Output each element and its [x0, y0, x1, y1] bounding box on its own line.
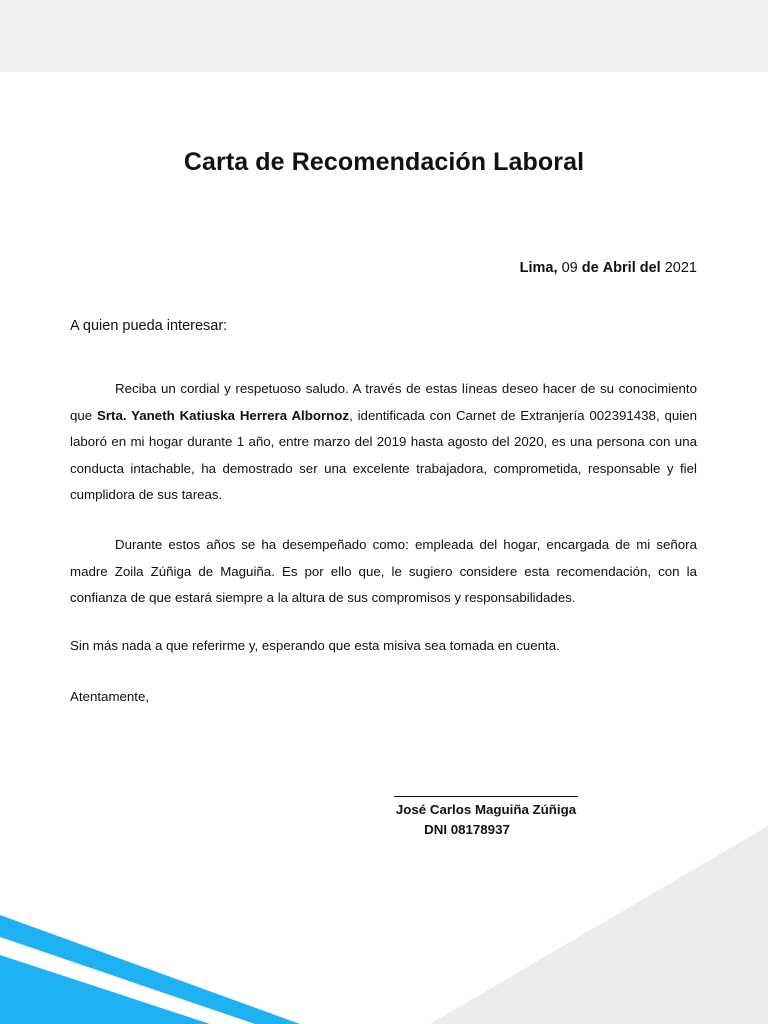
salutation: A quien pueda interesar:	[70, 318, 228, 334]
employee-name: Srta. Yaneth Katiuska Herrera Albornoz	[97, 407, 350, 423]
date-de: de	[581, 260, 599, 276]
letter-title: Carta de Recomendación Laboral	[183, 148, 585, 176]
date-year: 2021	[664, 260, 697, 276]
paragraph-duties-text: Durante estos años se ha desempeñado como: empleada del hogar, encargada de mi señora madre Zoila Zúñiga de Maguiña. Es por ello que, le sugiero considere esta recomendación, con la confianza de que estará siempre a la altura de sus compromisos y responsabilidades.	[70, 537, 697, 605]
letter-date	[520, 260, 697, 276]
paragraph-introduction	[70, 376, 697, 509]
signer-name: José Carlos Maguiña Zúñiga	[395, 802, 577, 817]
date-city: Lima,	[519, 260, 558, 276]
date-del: del	[639, 260, 661, 276]
paragraph-closing-remark: Sin más nada a que referirme y, esperando que esta misiva sea tomada en cuenta.	[70, 638, 560, 653]
paragraph-introduction-start: Reciba un cordial y respetuoso saludo. A través de estas líneas deseo hacer de su conocimiento que	[70, 381, 697, 423]
gray-corner-shape	[430, 826, 768, 1024]
closing-phrase: Atentamente,	[70, 689, 150, 704]
date-month: Abril	[602, 260, 636, 276]
paragraph-introduction-end: , identificada con Carnet de Extranjería 002391438, quien laboró en mi hogar durante 1 año, entre marzo del 2019 hasta agosto del 2020, es una persona con una conducta intachable, ha demostrado ser una excelente trabajadora, comprometida, responsable y fiel cumplidora de sus tareas.	[70, 407, 697, 502]
signer-dni: DNI 08178937	[424, 822, 510, 837]
signature-line	[394, 796, 578, 797]
date-day: 09	[561, 260, 578, 276]
paragraph-duties	[70, 532, 697, 612]
